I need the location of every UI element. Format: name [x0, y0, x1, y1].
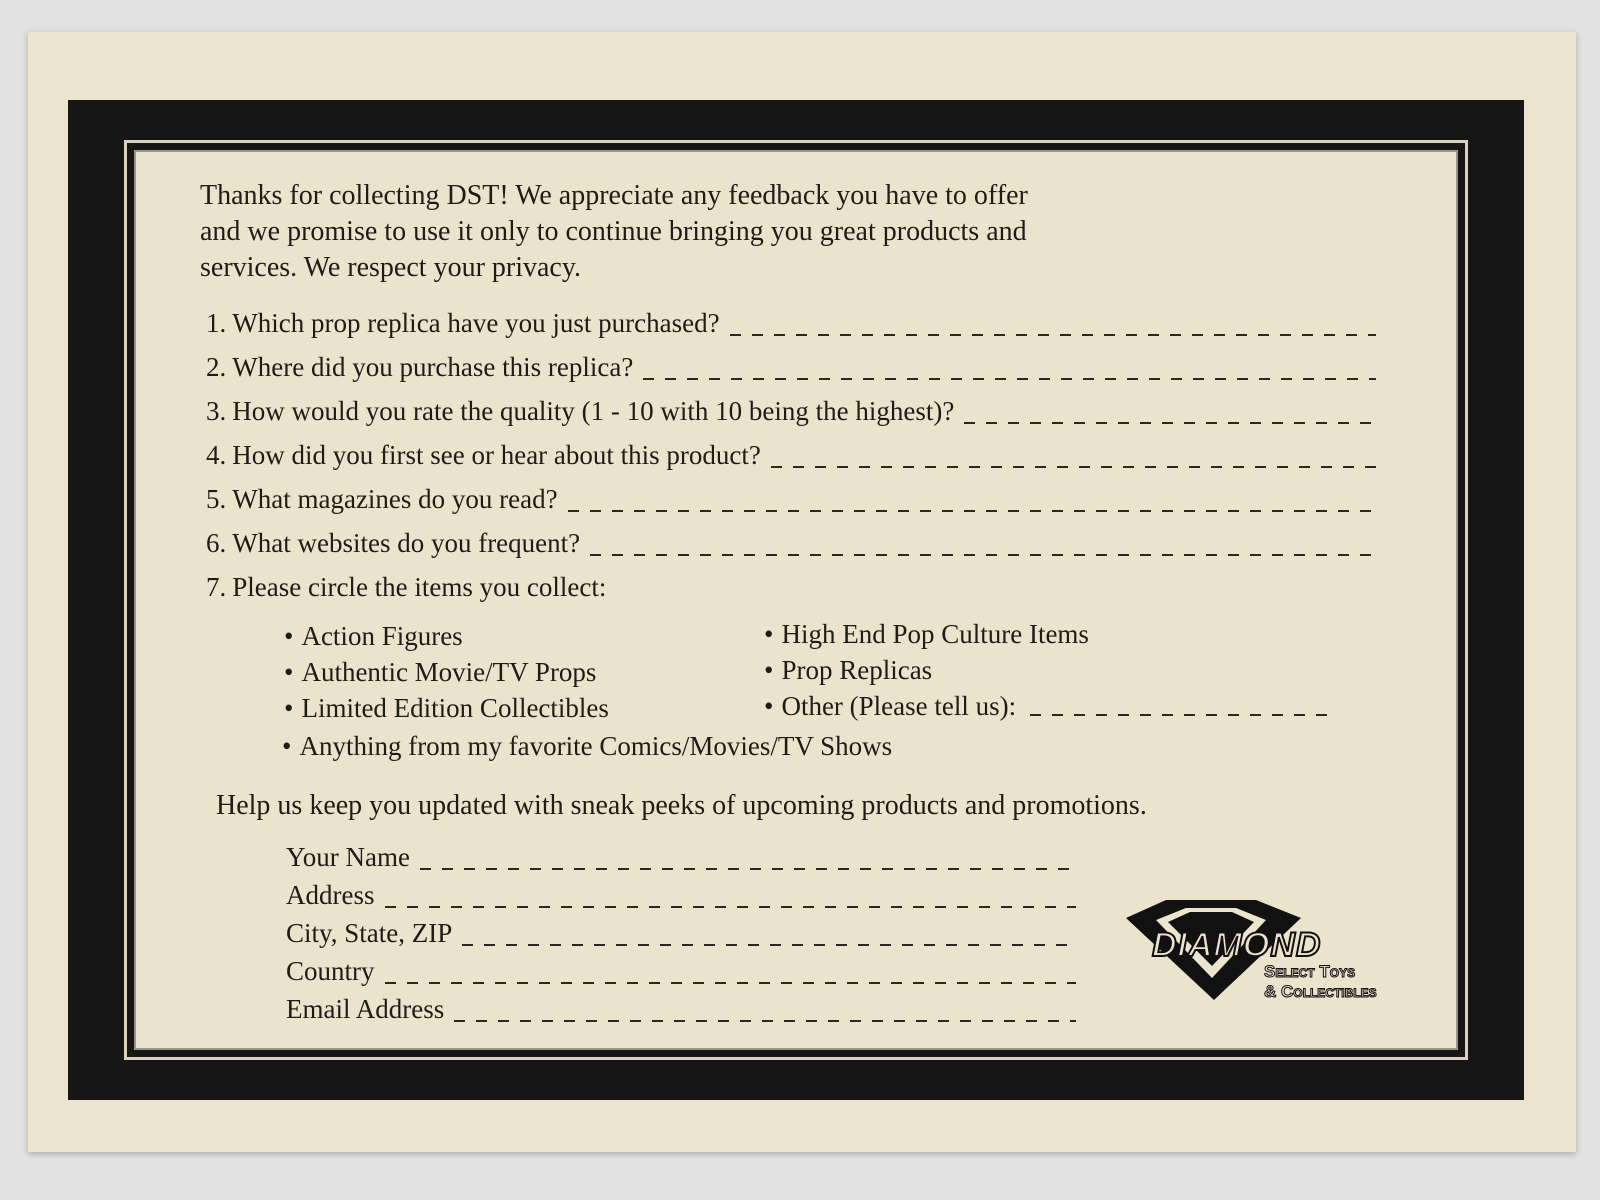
field-label: Country: [286, 956, 375, 986]
address-field[interactable]: [286, 880, 1076, 916]
collect-item[interactable]: • Prop Replicas: [764, 652, 1364, 688]
collect-item-label: High End Pop Culture Items: [781, 619, 1089, 649]
collect-item-label: Anything from my favorite Comics/Movies/TV Shows: [299, 731, 893, 761]
collect-item-label: Other (Please tell us):: [781, 691, 1017, 721]
collect-list-left: [284, 618, 609, 726]
field-line[interactable]: [420, 868, 1076, 870]
collect-item-label: Action Figures: [301, 621, 463, 651]
question-5: [206, 484, 1376, 520]
question-number: 7.: [206, 572, 227, 602]
question-text: Which prop replica have you just purchased?: [232, 308, 720, 338]
field-line[interactable]: [454, 1020, 1076, 1022]
field-label: Your Name: [286, 842, 411, 872]
email-field[interactable]: [286, 994, 1076, 1030]
updates-prompt: Help us keep you updated with sneak peeks of upcoming products and promotions.: [216, 790, 1147, 821]
collect-list-bottom: [282, 728, 892, 764]
collect-item[interactable]: • Limited Edition Collectibles: [284, 690, 609, 726]
answer-line[interactable]: [771, 466, 1376, 468]
collect-item-label: Authentic Movie/TV Props: [301, 657, 597, 687]
question-number: 5.: [206, 484, 227, 514]
question-7: [206, 572, 1376, 608]
question-text: What websites do you frequent?: [232, 528, 581, 558]
collect-item-label: Prop Replicas: [781, 655, 933, 685]
collect-item-other[interactable]: • Other (Please tell us):: [764, 688, 1364, 724]
question-text: Where did you purchase this replica?: [232, 352, 634, 382]
answer-line[interactable]: [568, 510, 1376, 512]
field-label: City, State, ZIP: [286, 918, 453, 948]
answer-line[interactable]: [590, 554, 1376, 556]
collect-item[interactable]: • Action Figures: [284, 618, 609, 654]
logo-subtitle-2: & Collectibles: [1264, 982, 1377, 1001]
intro-line-2: and we promise to use it only to continue bringing you great products and: [200, 216, 1027, 247]
collect-item[interactable]: • High End Pop Culture Items: [764, 616, 1364, 652]
answer-line[interactable]: [643, 378, 1376, 380]
logo-subtitle-1: Select Toys: [1264, 962, 1356, 981]
other-answer-line[interactable]: [1030, 714, 1330, 716]
question-number: 6.: [206, 528, 227, 558]
question-6: [206, 528, 1376, 564]
name-field[interactable]: [286, 842, 1076, 878]
diamond-select-toys-logo: [1126, 900, 1416, 1010]
question-text: What magazines do you read?: [232, 484, 558, 514]
question-2: [206, 352, 1376, 388]
intro-line-3: services. We respect your privacy.: [200, 252, 582, 283]
collect-list-right: [764, 616, 1364, 724]
question-1: [206, 308, 1376, 344]
question-number: 1.: [206, 308, 227, 338]
city-state-zip-field[interactable]: [286, 918, 1076, 954]
question-number: 3.: [206, 396, 227, 426]
question-text: How did you first see or hear about this product?: [232, 440, 761, 470]
question-text: Please circle the items you collect:: [232, 572, 607, 602]
field-label: Address: [286, 880, 375, 910]
question-4: [206, 440, 1376, 476]
question-number: 4.: [206, 440, 227, 470]
collect-item-label: Limited Edition Collectibles: [301, 693, 609, 723]
intro-text: [200, 178, 1220, 286]
question-3: [206, 396, 1376, 432]
collect-item[interactable]: • Authentic Movie/TV Props: [284, 654, 609, 690]
collect-item[interactable]: • Anything from my favorite Comics/Movies/TV Shows: [282, 728, 892, 764]
question-text: How would you rate the quality (1 - 10 with 10 being the highest)?: [232, 396, 955, 426]
answer-line[interactable]: [730, 334, 1376, 336]
logo-wordmark: DIAMOND: [1152, 926, 1322, 964]
field-line[interactable]: [385, 982, 1076, 984]
field-line[interactable]: [462, 944, 1076, 946]
field-line[interactable]: [385, 906, 1077, 908]
field-label: Email Address: [286, 994, 445, 1024]
question-number: 2.: [206, 352, 227, 382]
country-field[interactable]: [286, 956, 1076, 992]
answer-line[interactable]: [964, 422, 1376, 424]
intro-line-1: Thanks for collecting DST! We appreciate any feedback you have to offer: [200, 180, 1028, 211]
